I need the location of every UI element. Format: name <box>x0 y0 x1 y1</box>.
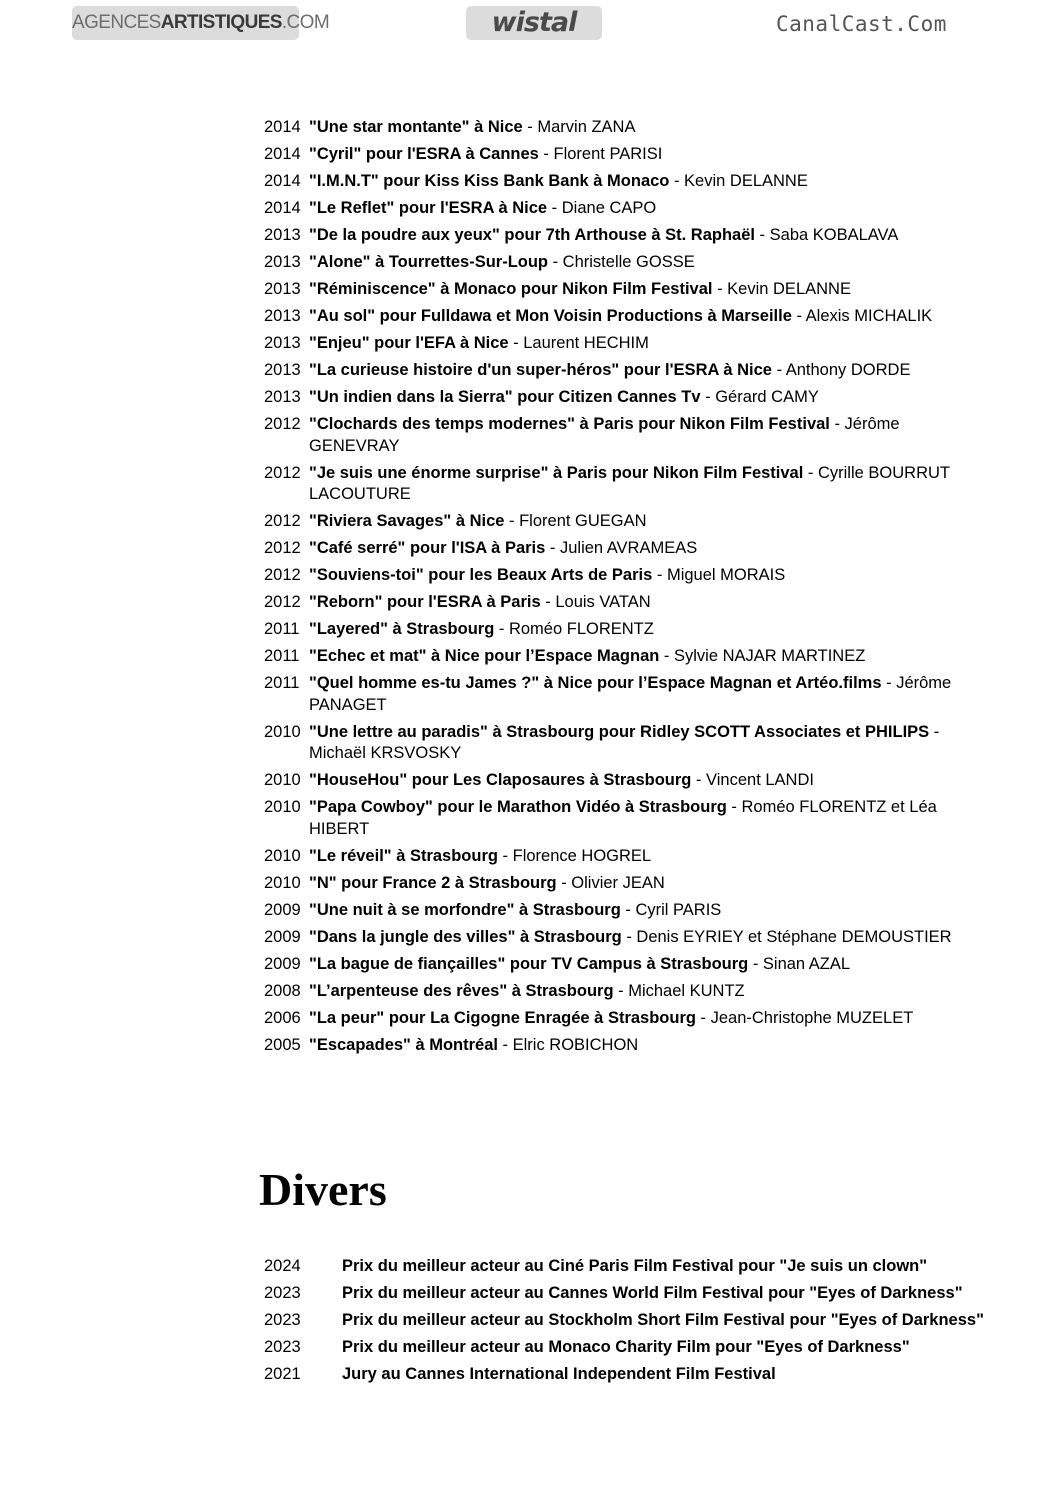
credit-year: 2012 <box>264 539 301 557</box>
credit-year: 2013 <box>264 253 301 271</box>
credit-year: 2009 <box>264 900 301 919</box>
agences-artistiques-logo[interactable] <box>72 6 330 40</box>
credit-title: "Café serré" pour l'ISA à Paris <box>309 539 546 557</box>
credit-title: "Le réveil" à Strasbourg <box>309 846 498 865</box>
credit-title: "Le Reflet" pour l'ESRA à Nice <box>309 199 548 217</box>
credit-item <box>264 414 984 457</box>
credit-title: "La bague de fiançailles" pour TV Campus à Strasbourg <box>309 954 749 973</box>
credit-title: "Une lettre au paradis" à Strasbourg pour Ridley SCOTT Associates et PHILIPS <box>309 722 930 741</box>
credit-item <box>264 592 984 614</box>
credit-year: 2014 <box>264 199 301 217</box>
credit-title: "Au sol" pour Fulldawa et Mon Voisin Productions à Marseille <box>309 307 792 325</box>
credit-year: 2010 <box>264 873 301 892</box>
credit-director: - Sylvie NAJAR MARTINEZ <box>659 647 866 665</box>
credit-item <box>264 981 984 1003</box>
logo-bold: ARTISTIQUES <box>160 12 282 33</box>
credit-year: 2010 <box>264 798 301 816</box>
credit-item <box>264 873 984 895</box>
credit-title: "Une star montante" à Nice <box>309 118 523 136</box>
page-header <box>0 0 1054 60</box>
credit-title: "Clochards des temps modernes" à Paris pour Nikon Film Festival <box>309 415 830 433</box>
credit-director: - Saba KOBALAVA <box>754 226 899 244</box>
credit-year: 2013 <box>264 280 301 298</box>
credit-director: - Jérôme GENEVRAY <box>309 415 900 455</box>
credit-title: "Riviera Savages" à Nice <box>309 512 505 530</box>
credit-title: "Je suis une énorme surprise" à Paris pour Nikon Film Festival <box>309 463 804 482</box>
credit-director: - Sinan AZAL <box>748 954 851 973</box>
credit-year: 2012 <box>264 415 301 433</box>
credit-item <box>264 511 984 533</box>
credit-year: 2013 <box>264 334 301 352</box>
credit-director: - Laurent HECHIM <box>508 334 649 352</box>
credit-year: 2005 <box>264 1035 301 1054</box>
credit-director: - Diane CAPO <box>547 199 657 217</box>
award-year: 2021 <box>264 1365 301 1383</box>
credit-year: 2010 <box>264 846 301 865</box>
award-year: 2023 <box>264 1338 301 1356</box>
credit-director: - Kevin DELANNE <box>712 280 851 298</box>
credit-item <box>264 198 984 220</box>
credit-title: "La curieuse histoire d'un super-héros" pour l'ESRA à Nice <box>309 361 772 379</box>
credit-title: "Echec et mat" à Nice pour l’Espace Magnan <box>309 647 660 665</box>
credit-director: - Olivier JEAN <box>556 873 665 892</box>
award-text: Prix du meilleur acteur au Ciné Paris Film Festival pour "Je suis un clown" <box>342 1257 928 1275</box>
credit-title: "La peur" pour La Cigogne Enragée à Strasbourg <box>309 1008 696 1027</box>
credit-director: - Florent PARISI <box>538 145 663 163</box>
credit-director: - Kevin DELANNE <box>669 172 808 190</box>
credit-title: "Souviens-toi" pour les Beaux Arts de Paris <box>309 566 653 584</box>
credit-year: 2012 <box>264 593 301 611</box>
credit-item <box>264 565 984 587</box>
credit-title: "Cyril" pour l'ESRA à Cannes <box>309 145 539 163</box>
credit-director: - Roméo FLORENTZ et Léa HIBERT <box>309 798 937 838</box>
credit-title: "Reborn" pour l'ESRA à Paris <box>309 593 541 611</box>
award-item <box>264 1310 984 1332</box>
award-text: Jury au Cannes International Independent Film Festival <box>342 1365 776 1383</box>
award-year: 2023 <box>264 1311 301 1329</box>
credit-title: "Escapades" à Montréal <box>309 1035 498 1054</box>
credit-year: 2012 <box>264 566 301 584</box>
credit-item <box>264 171 984 193</box>
credit-item <box>264 463 984 506</box>
credit-title: "L’arpenteuse des rêves" à Strasbourg <box>309 981 614 1000</box>
credit-item <box>264 927 984 949</box>
award-item <box>264 1256 984 1278</box>
credit-title: "N" pour France 2 à Strasbourg <box>309 873 557 892</box>
credit-director: - Christelle GOSSE <box>548 253 695 271</box>
wistal-logo[interactable]: wistal <box>466 6 602 40</box>
credit-item <box>264 360 984 382</box>
credit-title: "De la poudre aux yeux" pour 7th Arthouse à St. Raphaël <box>309 226 755 244</box>
credit-year: 2011 <box>264 620 300 638</box>
credit-title: "Une nuit à se morfondre" à Strasbourg <box>309 900 621 919</box>
credit-title: "Enjeu" pour l'EFA à Nice <box>309 334 509 352</box>
credit-title: "Un indien dans la Sierra" pour Citizen Cannes Tv <box>309 388 701 406</box>
award-item <box>264 1337 984 1359</box>
credit-title: "HouseHou" pour Les Claposaures à Strasbourg <box>309 771 692 789</box>
credit-year: 2010 <box>264 771 301 789</box>
credit-item <box>264 144 984 166</box>
credits-list <box>264 117 984 1062</box>
credit-director: - Julien AVRAMEAS <box>545 539 698 557</box>
credit-item <box>264 252 984 274</box>
credit-year: 2012 <box>264 512 301 530</box>
credit-title: "Layered" à Strasbourg <box>309 620 495 638</box>
canalcast-logo[interactable]: CanalCast.Com <box>776 12 947 36</box>
credit-item <box>264 306 984 328</box>
credit-director: - Louis VATAN <box>540 593 651 611</box>
credit-item <box>264 279 984 301</box>
credit-year: 2014 <box>264 172 301 190</box>
logo-suffix: .COM <box>281 12 330 33</box>
credit-year: 2009 <box>264 954 301 973</box>
credit-item <box>264 619 984 641</box>
credit-item <box>264 722 984 765</box>
credit-director: - Alexis MICHALIK <box>791 307 933 325</box>
credit-director: - Vincent LANDI <box>691 771 814 789</box>
credit-item <box>264 673 984 716</box>
credit-title: "Alone" à Tourrettes-Sur-Loup <box>309 253 549 271</box>
award-year: 2023 <box>264 1284 301 1302</box>
credit-year: 2009 <box>264 927 301 946</box>
credit-title: "Quel homme es-tu James ?" à Nice pour l’Espace Magnan et Artéo.films <box>309 674 882 692</box>
credit-director: - Elric ROBICHON <box>497 1035 639 1054</box>
credit-item <box>264 954 984 976</box>
credit-director: - Miguel MORAIS <box>652 566 786 584</box>
credit-year: 2010 <box>264 722 301 741</box>
credit-item <box>264 1035 984 1057</box>
credit-year: 2014 <box>264 118 301 136</box>
credit-item <box>264 225 984 247</box>
award-text: Prix du meilleur acteur au Cannes World Film Festival pour "Eyes of Darkness" <box>342 1284 963 1302</box>
credit-item <box>264 1008 984 1030</box>
credit-director: - Florence HOGREL <box>497 846 652 865</box>
credit-director: - Cyrille BOURRUT LACOUTURE <box>309 463 950 503</box>
credit-year: 2006 <box>264 1008 301 1027</box>
credit-director: - Michael KUNTZ <box>613 981 745 1000</box>
credit-title: "Dans la jungle des villes" à Strasbourg <box>309 927 622 946</box>
award-item <box>264 1364 984 1386</box>
credit-director: - Roméo FLORENTZ <box>494 620 654 638</box>
credit-item <box>264 117 984 139</box>
credit-item <box>264 538 984 560</box>
awards-list <box>264 1256 984 1391</box>
credit-item <box>264 646 984 668</box>
logo-prefix: AGENCES <box>72 12 161 33</box>
credit-director: - Jean-Christophe MUZELET <box>695 1008 914 1027</box>
credit-item <box>264 333 984 355</box>
credit-title: "Réminiscence" à Monaco pour Nikon Film Festival <box>309 280 713 298</box>
credit-director: - Florent GUEGAN <box>504 512 647 530</box>
credit-director: - Jérôme PANAGET <box>309 674 952 714</box>
credit-year: 2012 <box>264 463 301 482</box>
credit-director: - Anthony DORDE <box>771 361 911 379</box>
credit-item <box>264 770 984 792</box>
credit-year: 2013 <box>264 307 301 325</box>
credit-year: 2011 <box>264 647 300 665</box>
credit-director: - Cyril PARIS <box>620 900 722 919</box>
credit-item <box>264 797 984 840</box>
credit-year: 2013 <box>264 361 301 379</box>
credit-director: - Michaël KRSVOSKY <box>309 722 940 762</box>
credit-title: "Papa Cowboy" pour le Marathon Vidéo à Strasbourg <box>309 798 727 816</box>
credit-director: - Denis EYRIEY et Stéphane DEMOUSTIER <box>621 927 952 946</box>
credit-title: "I.M.N.T" pour Kiss Kiss Bank Bank à Monaco <box>309 172 670 190</box>
credit-year: 2011 <box>264 674 300 692</box>
credit-director: - Gérard CAMY <box>700 388 819 406</box>
award-year: 2024 <box>264 1257 301 1275</box>
credit-item <box>264 387 984 409</box>
award-text: Prix du meilleur acteur au Stockholm Short Film Festival pour "Eyes of Darkness" <box>342 1311 984 1329</box>
credit-year: 2013 <box>264 226 301 244</box>
credit-year: 2013 <box>264 388 301 406</box>
credit-item <box>264 846 984 868</box>
section-title-divers: Divers <box>259 1164 387 1215</box>
credit-director: - Marvin ZANA <box>522 118 636 136</box>
award-text: Prix du meilleur acteur au Monaco Charity Film pour "Eyes of Darkness" <box>342 1338 910 1356</box>
award-item <box>264 1283 984 1305</box>
credit-year: 2008 <box>264 981 301 1000</box>
credit-year: 2014 <box>264 145 301 163</box>
credit-item <box>264 900 984 922</box>
